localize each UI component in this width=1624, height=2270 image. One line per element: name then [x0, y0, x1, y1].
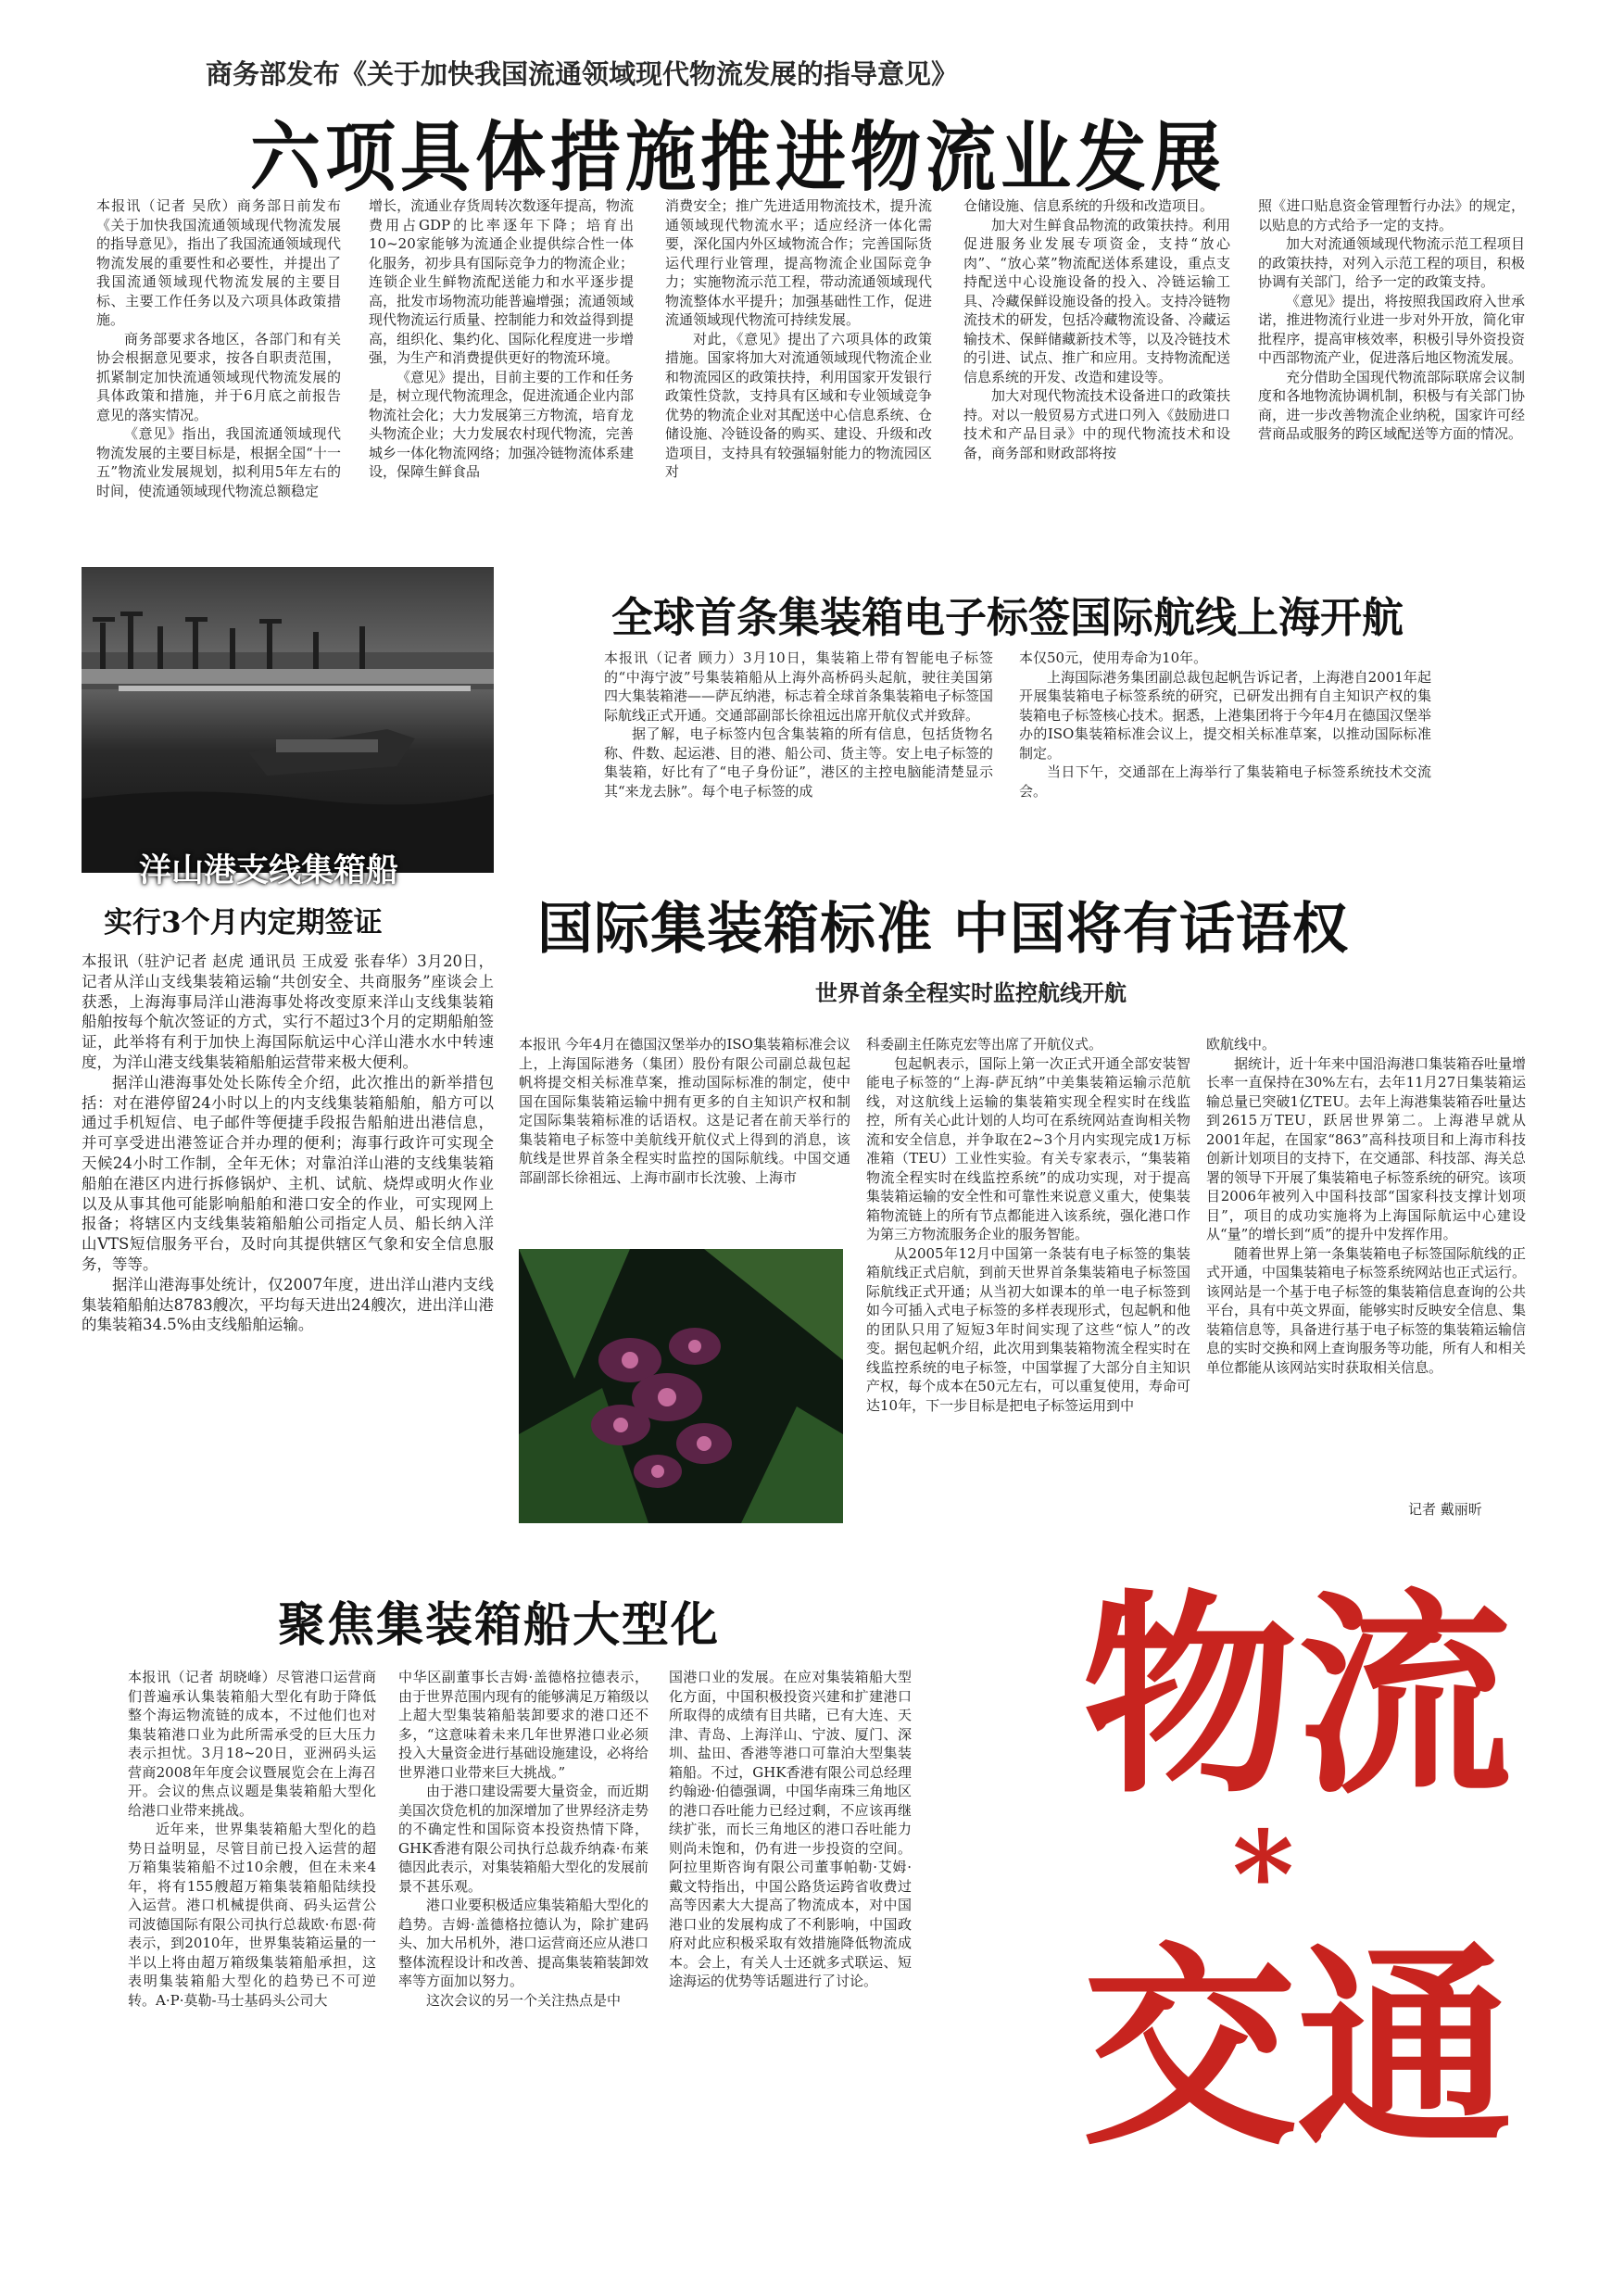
paragraph: 加大对生鲜食品物流的政策扶持。利用促进服务业发展专项资金，支持“放心肉”、“放心菜”物流配送体系建设，重点支持配送中心设施设备的投入、冷链运输工具、冷藏保鲜设施设备的投入。支持冷链物流技术的研发，包括冷藏物流设备、冷藏运输技术、保鲜储藏新技术等，以及冷链技术的引进、试点、推广和应用。支持物流配送信息系统的开发、改造和建设等。	[963, 216, 1230, 385]
orchid-photo-image	[519, 1249, 843, 1523]
article4-column-1	[519, 1035, 850, 1239]
paragraph: 本报讯（记者 胡晓峰）尽管港口运营商们普遍承认集装箱船大型化有助于降低整个海运物流链的成本，不过他们也对集装箱港口业为此所需承受的巨大压力表示担忧。3月18~20日，亚洲码头运营商2008年年度会议暨展览会在上海召开。会议的焦点议题是集装箱船大型化给港口业带来挑战。	[128, 1669, 376, 1819]
article2-column-2	[1019, 649, 1431, 862]
paragraph: 加大对流通领域现代物流示范工程项目的政策扶持，对列入示范工程的项目，积极协调有关部门，给予一定的政策支持。	[1258, 235, 1525, 290]
paragraph: 港口业要积极适应集装箱船大型化的趋势。吉姆·盖德格拉德认为，除扩建码头、加大吊机外，港口运营商还应从港口整体流程设计和改善、提高集装箱装卸效率等方面加以努力。	[398, 1897, 648, 1989]
paragraph: 这次会议的另一个关注热点是中	[426, 1991, 622, 2009]
paragraph: 国港口业的发展。在应对集装箱船大型化方面，中国积极投资兴建和扩建港口所取得的成绩有目共睹，已有大连、天津、青岛、上海洋山、宁波、厦门、深圳、盐田、香港等港口可靠泊大型集装箱船。不过，GHK香港有限公司总经理约翰逊·伯德强调，中国华南珠三角地区的港口吞吐能力已经过剩，不应该再继续扩张，而长三角地区的港口吞吐能力则尚未饱和，仍有进一步投资的空间。阿拉里斯咨询有限公司董事帕勒·艾姆·戴文特指出，中国公路货运跨省收费过高等因素大大提高了物流成本，对中国港口业的发展构成了不利影响，中国政府对此应积极采取有效措施降低物流成本。会上，有关人士还就多式联运、短途海运的优势等话题进行了讨论。	[669, 1669, 912, 1989]
paragraph: 增长，流通业存货周转次数逐年提高，物流费用占GDP的比率逐年下降；培育出10~20家能够为流通企业提供综合性一体化服务，初步具有国际竞争力的物流企业；连锁企业生鲜物流配送能力和水平逐步提高，批发市场物流功能普遍增强；流通领域现代物流运行质量、控制能力和效益得到提高，组织化、集约化、国际化程度进一步增强，为生产和消费提供更好的物流环境。	[369, 197, 634, 366]
paragraph: 本报讯 今年4月在德国汉堡举办的ISO集装箱标准会议上，上海国际港务（集团）股份有限公司副总裁包起帆将提交相关标准草案，推动国际标准的制定，使中国在国际集装箱运输中拥有更多的自主知识产权和制定国际集装箱标准的话语权。这是记者在前天举行的集装箱电子标签中美航线开航仪式上得到的消息，该航线是世界首条全程实时监控的国际航线。中国交通部副部长徐祖远、上海市副市长沈骏、上海市	[519, 1036, 850, 1186]
paragraph: 《意见》提出，目前主要的工作和任务是，树立现代物流理念，促进流通企业内部物流社会化；大力发展第三方物流，培育龙头物流企业；大力发展农村现代物流，完善城乡一体化物流网络；加强冷链物流体系建设，保障生鲜食品	[369, 368, 634, 480]
article5-column-2	[398, 1668, 648, 2100]
paragraph: 近年来，世界集装箱船大型化的趋势日益明显，尽管目前已投入运营的超万箱集装箱船不过10余艘，但在未来4年，将有155艘超万箱集装箱船陆续投入运营。港口机械提供商、码头运营公司波德国际有限公司执行总裁欧·布恩·荷表示，到2010年，世界集装箱运量的一半以上将由超万箱级集装箱船承担，这表明集装箱船大型化的趋势已不可逆转。A·P·莫勒-马士基码头公司大	[128, 1821, 376, 2009]
article2-headline: 全球首条集装箱电子标签国际航线上海开航	[611, 593, 1404, 642]
article4-column-3	[1206, 1035, 1526, 1498]
paragraph: 商务部要求各地区，各部门和有关协会根据意见要求，按各自职责范围，抓紧制定加快流通领域现代物流发展的具体政策和措施，并于6月底之前报告意见的落实情况。	[96, 330, 341, 423]
paragraph: 照《进口贴息资金管理暂行办法》的规定，以贴息的方式给予一定的支持。	[1258, 197, 1525, 233]
paragraph: 科委副主任陈克宏等出席了开航仪式。	[866, 1036, 1103, 1053]
paragraph: 当日下午，交通部在上海举行了集装箱电子标签系统技术交流会。	[1019, 763, 1431, 800]
article1-column-2	[369, 196, 634, 530]
paragraph: 由于港口建设需要大量资金，而近期美国次贷危机的加深增加了世界经济走势的不确定性和国际资本投资热情下降，GHK香港有限公司执行总裁乔纳森·布莱德因此表示，对集装箱船大型化的发展前景不甚乐观。	[398, 1783, 648, 1895]
section-title-transport: 交通	[1082, 1922, 1513, 2175]
paragraph: 欧航线中。	[1206, 1036, 1277, 1053]
article3-headline: 实行3个月内定期签证	[104, 906, 383, 940]
paragraph: 本报讯（驻沪记者 赵虎 通讯员 王成爱 张春华）3月20日，记者从洋山支线集装箱运输“共创安全、共商服务”座谈会上获悉，上海海事局洋山港海事处将改变原来洋山支线集装箱船舶按每个航次签证的方式，实行不超过3个月的定期船舶签证，此举将有利于加快上海国际航运中心洋山港水水中转速度，为洋山港支线集装箱船舶运营带来极大便利。	[82, 952, 494, 1071]
paragraph: 据洋山港海事处处长陈传全介绍，此次推出的新举措包括：对在港停留24小时以上的内支线集装箱船舶，船方可以通过手机短信、电子邮件等便捷手段报告船舶进出港信息，并可享受进出港签证合并办理的便利；海事行政许可实现全天候24小时工作制，全年无休；对靠泊洋山港的支线集装箱船舶在港区内进行拆修锅炉、主机、试航、烧焊或明火作业以及从事其他可能影响船舶和港口安全的作业，可实现网上报备；将辖区内支线集装箱船舶公司指定人员、船长纳入洋山VTS短信服务平台，及时向其提供辖区气象和安全信息服务，等等。	[82, 1073, 494, 1273]
article5-column-1	[128, 1668, 376, 2100]
paragraph: 中华区副董事长吉姆·盖德格拉德表示，由于世界范围内现有的能够满足万箱级以上超大型集装箱船装卸要求的港口还不多，“这意味着未来几年世界港口业必须投入大量资金进行基础设施建设，必将给世界港口业带来巨大挑战。”	[398, 1669, 648, 1781]
paragraph: 从2005年12月中国第一条装有电子标签的集装箱航线正式启航，到前天世界首条集装箱电子标签国际航线正式开通；从当初大如课本的单一电子标签到如今可插入式电子标签的多样表现形式，包起帆和他的团队只用了短短3年时间实现了这些“惊人”的改变。据包起帆介绍，此次用到集装箱物流全程实时在线监控系统的电子标签，中国掌握了大部分自主知识产权，每个成本在50元左右，可以重复使用，寿命可达10年，下一步目标是把电子标签运用到中	[866, 1244, 1190, 1414]
main-headline: 六项具体措施推进物流业发展	[250, 112, 1226, 202]
orchid-photo	[519, 1249, 843, 1523]
article4-headline: 国际集装箱标准 中国将有话语权	[537, 897, 1349, 962]
paragraph: 据洋山港海事处统计，仅2007年度，进出洋山港内支线集装箱船舶达8783艘次，平均每天进出24艘次，进出洋山港的集装箱34.5%由支线船舶运输。	[82, 1275, 494, 1334]
paragraph: 消费安全；推广先进适用物流技术，提升流通领域现代物流水平；适应经济一体化需要，深化国内外区域物流合作；完善国际货运代理行业管理，提高物流企业国际竞争力；实施物流示范工程，带动流通领域现代物流整体水平提升；加强基础性工作，促进流通领域现代物流可持续发展。	[665, 197, 932, 328]
port-photo-image	[82, 567, 494, 873]
paragraph: 包起帆表示，国际上第一次正式开通全部安装智能电子标签的“上海-萨瓦纳”中美集装箱运输示范航线，对这航线上运输的集装箱实现全程实时在线监控，所有关心此计划的人均可在系统网站查询相关物流和安全信息，并争取在2~3个月内实现完成1万标准箱（TEU）工业性实验。有关专家表示，“集装箱物流全程实时在线监控系统”的成功实现，对于提高集装箱运输的安全性和可靠性来说意义重大，使集装箱物流链上的所有节点都能进入该系统，强化港口作为第三方物流服务企业的服务智能。	[866, 1054, 1190, 1242]
article1-column-5	[1258, 196, 1525, 530]
section-title-logistics: 物流	[1082, 1570, 1513, 1822]
port-photo	[82, 567, 494, 873]
article1-column-4	[963, 196, 1230, 530]
article1-column-3	[665, 196, 932, 530]
article4-column-2	[866, 1035, 1190, 1521]
article5-headline: 聚焦集装箱船大型化	[278, 1597, 721, 1653]
paragraph: 充分借助全国现代物流部际联席会议制度和各地物流协调机制，积极与有关部门协商，进一步改善物流企业纳税，国家许可经营商品或服务的跨区域配送等方面的情况。	[1258, 368, 1525, 442]
paragraph: 《意见》指出，我国流通领域现代物流发展的主要目标是，根据全国“十一五”物流业发展规划，拟利用5年左右的时间，使流通领域现代物流总额稳定	[96, 425, 341, 499]
paragraph: 本报讯（记者 吴欣）商务部日前发布《关于加快我国流通领域现代物流发展的指导意见》，指出了我国流通领域现代物流发展的重要性和必要性，并提出了我国流通领域现代物流发展的主要目标、主要工作任务以及六项具体政策措施。	[96, 197, 341, 328]
paragraph: 加大对现代物流技术设备进口的政策扶持。对以一般贸易方式进口列入《鼓励进口技术和产品目录》中的现代物流技术和设备，商务部和财政部将按	[963, 387, 1230, 461]
paragraph: 《意见》提出，将按照我国政府入世承诺，推进物流行业进一步对外开放，简化审批程序，提高审核效率，积极引导外资投资中西部物流产业，促进落后地区物流发展。	[1258, 292, 1525, 366]
paragraph: 仓储设施、信息系统的升级和改造项目。	[963, 197, 1215, 214]
article4-subheadline: 世界首条全程实时监控航线开航	[815, 980, 1127, 1006]
kicker-title: 商务部发布《关于加快我国流通领域现代物流发展的指导意见》	[206, 58, 959, 90]
article2-column-1	[604, 649, 993, 862]
paragraph: 对此，《意见》提出了六项具体的政策措施。国家将加大对流通领域现代物流企业和物流园区的政策扶持，利用国家开发银行政策性贷款，支持具有区域和专业领域竞争优势的物流企业对其配送中心信息系统、仓储设施、冷链设备的购买、建设、升级和改造项目，支持具有较强辐射能力的物流园区对	[665, 330, 932, 480]
photo-caption: 洋山港支线集箱船	[139, 852, 399, 889]
article5-column-3	[669, 1668, 912, 2100]
article1-column-1	[96, 196, 341, 530]
paragraph: 本仅50元，使用寿命为10年。	[1019, 649, 1208, 666]
paragraph: 本报讯（记者 顾力）3月10日，集装箱上带有智能电子标签的“中海宁波”号集装箱船从上海外高桥码头起航，驶往美国第四大集装箱港——萨瓦纳港，标志着全球首条集装箱电子标签国际航线正式开通。交通部副部长徐祖远出席开航仪式并致辞。	[604, 649, 993, 724]
paragraph: 上海国际港务集团副总裁包起帆告诉记者，上海港自2001年起开展集装箱电子标签系统的研究，已研发出拥有自主知识产权的集装箱电子标签核心技术。据悉，上港集团将于今年4月在德国汉堡举办的ISO集装箱标准会议上，提交相关标准草案，以推动国际标准制定。	[1019, 668, 1431, 762]
article3-body	[82, 952, 494, 1487]
section-title-star: *	[1232, 1806, 1294, 1945]
paragraph: 据了解，电子标签内包含集装箱的所有信息，包括货物名称、件数、起运港、目的港、船公司、货主等。安上电子标签的集装箱，好比有了“电子身份证”，港区的主控电脑能清楚显示其“来龙去脉”。每个电子标签的成	[604, 725, 993, 800]
paragraph: 随着世界上第一条集装箱电子标签国际航线的正式开通，中国集装箱电子标签系统网站也正式运行。该网站是一个基于电子标签的集装箱信息查询的公共平台，具有中英文界面，能够实时反映安全信息、集装箱信息等，具备进行基于电子标签的集装箱运输信息的实时交换和网上查询服务等功能，所有人和相关单位都能从该网站实时获取相关信息。	[1206, 1244, 1526, 1376]
paragraph: 据统计，近十年来中国沿海港口集装箱吞吐量增长率一直保持在30%左右，去年11月27日集装箱运输总量已突破1亿TEU。去年上海港集装箱吞吐量达到2615万TEU，跃居世界第二。上海港早就从2001年起，在国家“863”高科技项目和上海市科技创新计划项目的支持下，在交通部、科技部、海关总署的领导下开展了集装箱电子标签系统的研究。该项目2006年被列入中国科技部“国家科技支撑计划项目”，项目的成功实施将为上海国际航运中心建设从“量”的增长到“质”的提升中发挥作用。	[1206, 1054, 1526, 1242]
article4-byline: 记者 戴丽昕	[1408, 1501, 1482, 1518]
